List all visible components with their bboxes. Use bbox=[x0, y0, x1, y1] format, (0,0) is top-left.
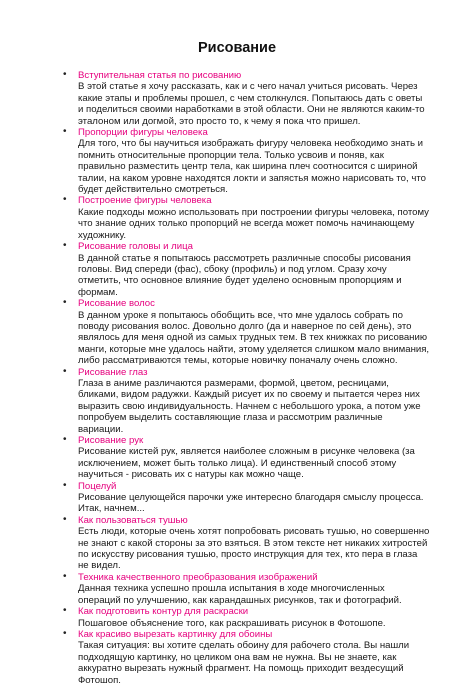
article-link[interactable]: Пропорции фигуры человека bbox=[78, 127, 208, 139]
bullet-icon: • bbox=[63, 365, 67, 377]
list-item bbox=[63, 126, 430, 196]
list-item bbox=[63, 365, 430, 435]
article-link[interactable]: Как подготовить контур для раскраски bbox=[78, 606, 249, 618]
article-link[interactable]: Как пользоваться тушью bbox=[78, 514, 188, 526]
article-description: Рисование кистей рук, является наиболее сложным в рисунке человека (за исключением, может быть только лица). И единственный способ этому научиться - рисовать их с натуры как можно чаще. bbox=[78, 446, 415, 481]
article-link[interactable]: Как красиво вырезать картинку для обоины bbox=[78, 628, 273, 640]
list-item bbox=[63, 240, 430, 298]
bullet-icon: • bbox=[63, 605, 67, 617]
article-link[interactable]: Построение фигуры человека bbox=[78, 195, 212, 207]
article-description: Какие подходы можно использовать при построении фигуры человека, потому что знание одних только пропорций не всегда может помочь начинающему художнику. bbox=[78, 206, 429, 241]
article-description: Данная техника успешно прошла испытания в ходе многочисленных операций по улучшению, как карандашных рисунков, так и фотографий. bbox=[78, 583, 402, 606]
list-item bbox=[63, 605, 430, 629]
list-item bbox=[63, 570, 430, 606]
list-item bbox=[63, 513, 430, 572]
article-description: В данной статье я попытаюсь рассмотреть различные способы рисования головы. Вид спереди (фас), сбоку (профиль) и под углом. Сразу хочу отметить, что основное влияние будет уделено основным пропорциям и формам. bbox=[78, 252, 411, 298]
list-item bbox=[63, 69, 430, 127]
bullet-icon: • bbox=[63, 479, 67, 491]
bullet-icon: • bbox=[63, 240, 67, 252]
article-list bbox=[63, 69, 430, 686]
list-item bbox=[63, 434, 430, 481]
list-item bbox=[63, 297, 430, 367]
page-title: Рисование bbox=[197, 40, 277, 56]
bullet-icon: • bbox=[63, 513, 67, 525]
list-item bbox=[63, 194, 430, 241]
bullet-icon: • bbox=[63, 126, 67, 138]
article-link[interactable]: Вступительная статья по рисованию bbox=[78, 70, 242, 81]
article-description: Рисование целующейся парочки уже интересно благодаря смыслу процесса. Итак, начнем... bbox=[78, 492, 424, 515]
article-description: Пошаговое объяснение того, как раскрашивать рисунок в Фотошопе. bbox=[78, 617, 386, 629]
article-description: Такая ситуация: вы хотите сделать обоину для рабочего стола. Вы нашли подходящую картинку, но целиком она вам не нужна. Вы не знаете, как аккуратно вырезать нужный фрагмент. На помощь приходит вездесущий Фотошоп. bbox=[78, 640, 410, 686]
bullet-icon: • bbox=[63, 69, 67, 80]
article-description: Есть люди, которые очень хотят попробовать рисовать тушью, но совершенно не знают с какой стороны за это взяться. В этом тексте нет никаких хитростей по искусству рисования тушью, просто инструкция для тех, кто пера в глаза не видел. bbox=[78, 526, 430, 572]
article-link[interactable]: Рисование рук bbox=[78, 435, 144, 446]
article-link[interactable]: Рисование глаз bbox=[78, 366, 148, 378]
bullet-icon: • bbox=[63, 194, 67, 206]
bullet-icon: • bbox=[63, 297, 67, 309]
bullet-icon: • bbox=[63, 434, 67, 445]
article-link[interactable]: Рисование головы и лица bbox=[78, 241, 193, 253]
article-description: Глаза в аниме различаются размерами, формой, цветом, ресницами, бликами, видом радужки. Каждый рисует их по своему и пытается через них выразить свою индивидуальность. Начнем с небольшого урока, а потом уже попробуем выделить составляющие глаза и рассмотрим различные вариации. bbox=[78, 377, 421, 435]
list-item bbox=[63, 479, 430, 515]
bullet-icon: • bbox=[63, 627, 67, 639]
article-link[interactable]: Техника качественного преобразования изображений bbox=[78, 571, 318, 583]
bullet-icon: • bbox=[63, 570, 67, 582]
article-link[interactable]: Поцелуй bbox=[78, 480, 117, 492]
list-item bbox=[63, 627, 430, 686]
article-description: В этой статье я хочу рассказать, как и с чего начал учиться рисовать. Через какие этапы и проблемы прошел, с чем столкнулся. Попытаюсь дать с оветы и поделиться своими наработками в этой области. Они не являются каким-то эталоном или догмой, это просто то, к чему я пока что пришел. bbox=[78, 81, 425, 127]
article-description: Для того, что бы научиться изображать фигуру человека необходимо знать и помнить относительные пропорции тела. Только усвоив и поняв, как правильно разместить центр тела, как ширина плеч соотносится с шириной талии, на каком уровне находятся локти и запястья можно нарисовать то, что будет действительно смотреться. bbox=[78, 138, 426, 196]
article-description: В данном уроке я попытаюсь обобщить все, что мне удалось собрать по поводу рисования волос. Довольно долго (да и наверное по сей день), это являлось для меня одной из самых трудных тем. В тех книжках по рисованию манги, которые мне удалось найти, этому уделяется слишком мало внимания, либо рассматриваются темы, которые новичку поначалу очень сложно. bbox=[78, 309, 430, 367]
article-link[interactable]: Рисование волос bbox=[78, 298, 155, 310]
